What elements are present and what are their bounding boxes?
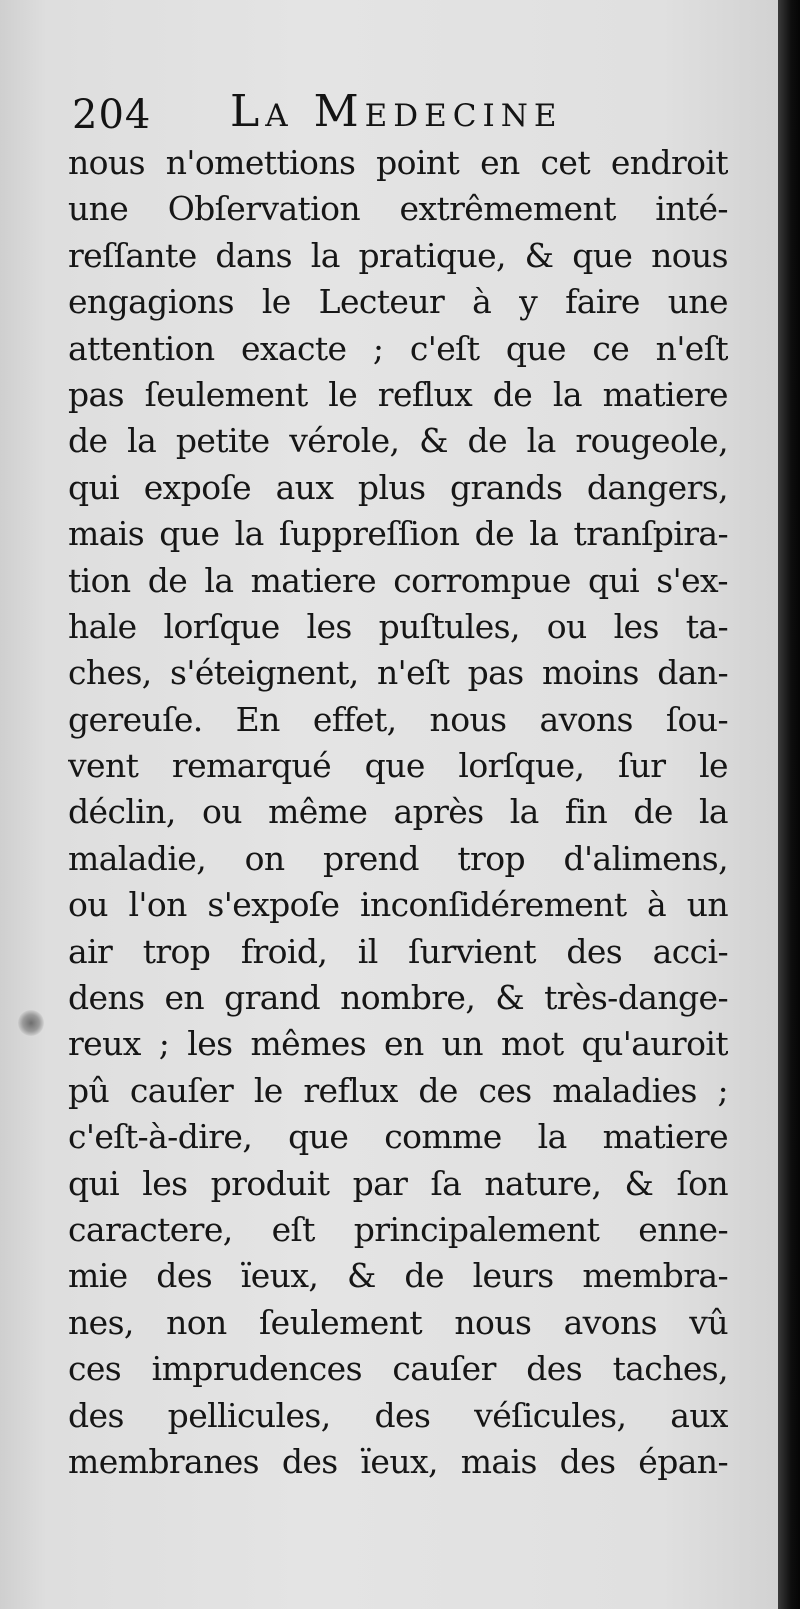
text-line: air trop froid, il ſurvient des acci- — [68, 931, 728, 971]
text-line: pas ſeulement le reflux de la matiere — [68, 374, 728, 414]
text-line: c'eſt-à-dire, que comme la matiere — [68, 1117, 728, 1157]
text-line: tion de la matiere corrompue qui s'ex- — [68, 560, 728, 600]
text-line: nes, non ſeulement nous avons vû — [68, 1302, 728, 1342]
body-text — [68, 140, 728, 1485]
text-line: caractere, eſt principalement enne- — [68, 1209, 728, 1249]
text-line: déclin, ou même après la fin de la — [68, 792, 728, 832]
text-line: qui expoſe aux plus grands dangers, — [68, 467, 728, 507]
page-number: 204 — [72, 92, 152, 138]
running-head: La Medecine — [230, 86, 563, 137]
page-header — [72, 86, 732, 146]
text-line: mais que la ſuppreſſion de la tranſpira- — [68, 514, 728, 554]
text-line: de la petite vérole, & de la rougeole, — [68, 421, 728, 461]
text-line: nous n'omettions point en cet endroit — [68, 143, 728, 182]
text-line: reux ; les mêmes en un mot qu'auroit — [68, 1024, 728, 1064]
text-line: attention exacte ; c'eſt que ce n'eſt — [68, 328, 728, 368]
text-line: pû cauſer le reflux de ces maladies ; — [68, 1070, 728, 1110]
text-line: hale lorſque les puſtules, ou les ta- — [68, 606, 728, 646]
text-line: dens en grand nombre, & très-dange- — [68, 978, 728, 1018]
page-edge-shadow — [778, 0, 800, 1609]
text-line: engagions le Lecteur à y faire une — [68, 282, 728, 322]
text-line: une Obſervation extrêmement inté- — [68, 189, 728, 229]
text-line: ces imprudences cauſer des taches, — [68, 1349, 728, 1389]
text-line: vent remarqué que lorſque, ſur le — [68, 746, 728, 786]
text-line: gereuſe. En effet, nous avons ſou- — [68, 699, 728, 739]
text-line: maladie, on prend trop d'alimens, — [68, 838, 728, 878]
text-line: qui les produit par ſa nature, & ſon — [68, 1163, 728, 1203]
text-line: ou l'on s'expoſe inconſidérement à un — [68, 885, 728, 925]
text-line: membranes des ïeux, mais des épan- — [68, 1441, 728, 1481]
text-line: mie des ïeux, & de leurs membra- — [68, 1256, 728, 1296]
text-line: des pellicules, des véſicules, aux — [68, 1395, 728, 1435]
text-line: reſſante dans la pratique, & que nous — [68, 235, 728, 275]
ink-smudge — [18, 1010, 44, 1036]
text-line: ches, s'éteignent, n'eſt pas moins dan- — [68, 653, 728, 693]
